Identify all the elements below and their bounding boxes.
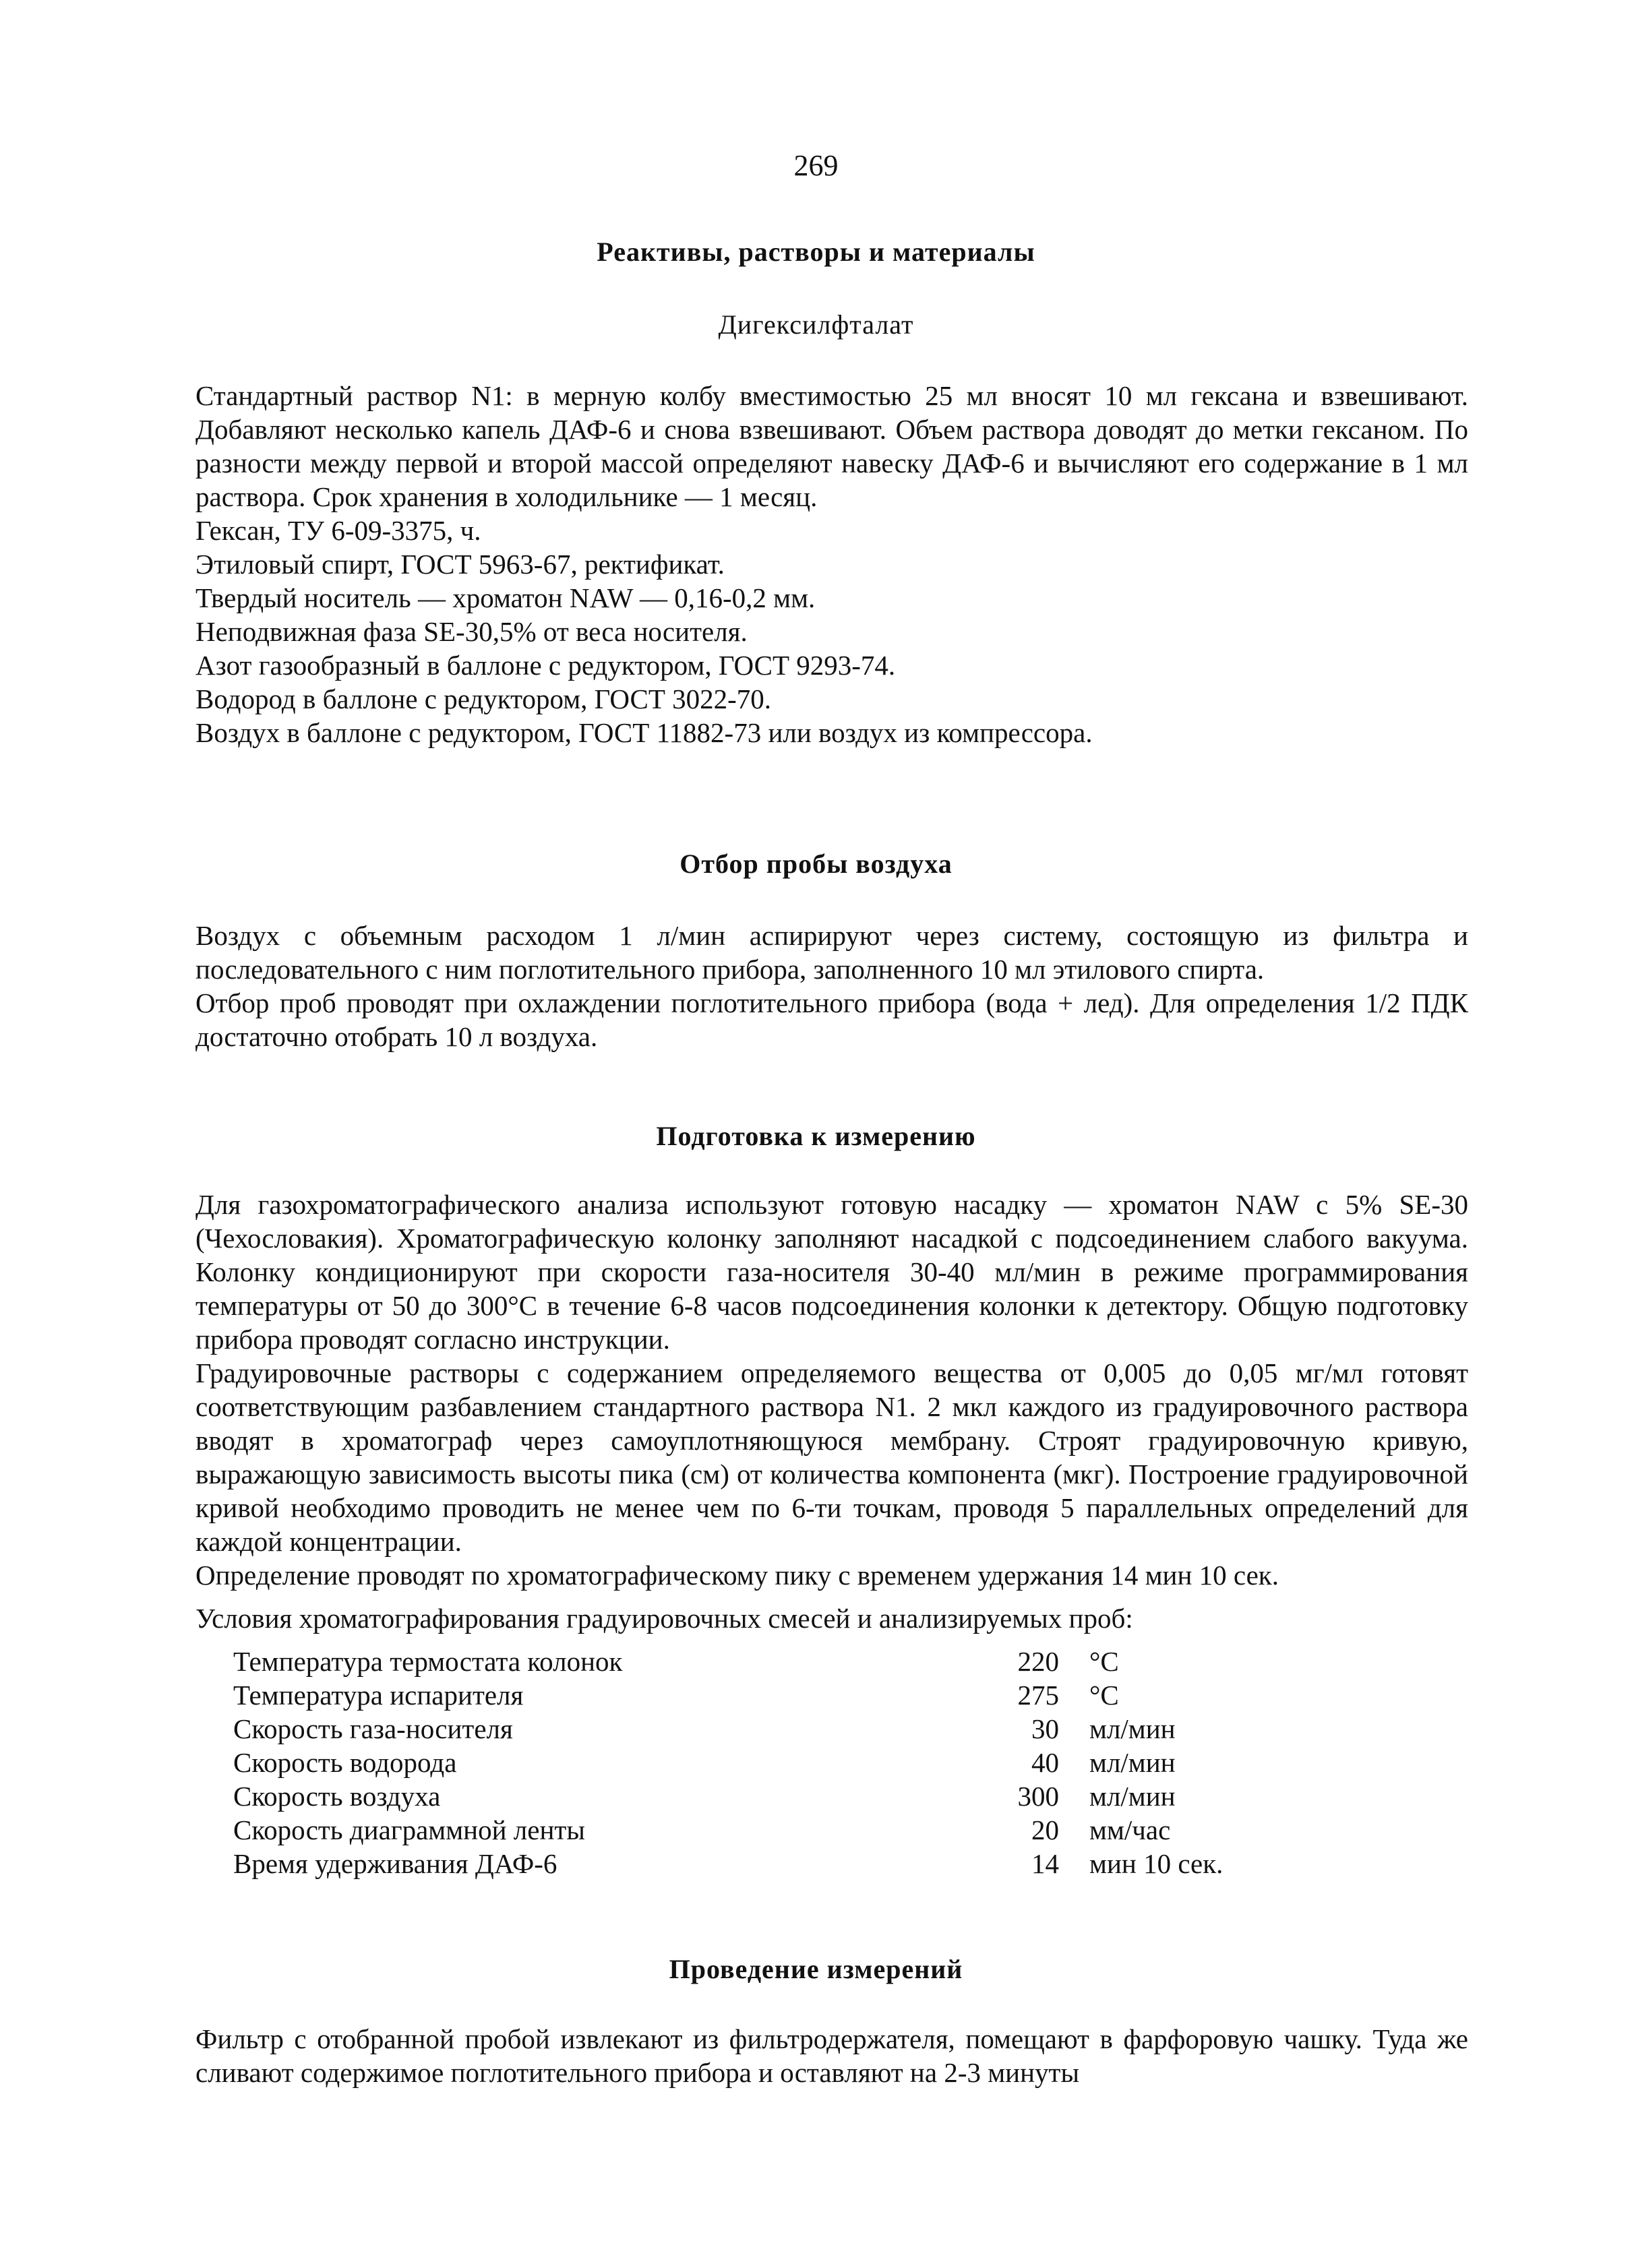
condition-unit: мин 10 сек. <box>1089 1848 1223 1879</box>
measurement-block <box>195 2022 1468 2089</box>
sampling-paragraph: Воздух с объемным расходом 1 л/мин аспирируют через систему, состоящую из фильтра и последовательного с ним поглотительного прибора, заполненного 10 мл этилового спирта. <box>195 920 1468 985</box>
condition-name: Время удерживания ДАФ-6 <box>233 1848 557 1879</box>
condition-unit: мл/мин <box>1089 1747 1176 1778</box>
table-row <box>233 1779 1292 1813</box>
condition-unit: мл/мин <box>1089 1781 1176 1812</box>
condition-unit: мм/час <box>1089 1814 1171 1845</box>
subtitle-substance: Дигексилфталат <box>718 309 914 340</box>
table-row <box>233 1813 1292 1847</box>
condition-unit: мл/мин <box>1089 1713 1176 1744</box>
condition-value: 14 <box>1031 1848 1059 1879</box>
condition-value: 220 <box>1017 1646 1059 1677</box>
section-title-measurement: Проведение измерений <box>669 1954 963 1984</box>
condition-value: 40 <box>1031 1747 1059 1778</box>
reagent-item: Твердый носитель — хроматон NAW — 0,16-0,2 мм. <box>195 582 816 613</box>
table-row <box>233 1746 1292 1779</box>
reagent-item: Водород в баллоне с редуктором, ГОСТ 3022-70. <box>195 683 772 714</box>
conditions-table <box>233 1645 1292 1880</box>
table-row <box>233 1712 1292 1746</box>
standard-solution-paragraph: Стандартный раствор N1: в мерную колбу вместимостью 25 мл вносят 10 мл гексана и взвешивают. Добавляют несколько капель ДАФ-6 и снова взвешивают. Объем раствора доводят до метки гексаном. По разности между первой и второй массой определяют навеску ДАФ-6 и вычисляют его содержание в 1 мл раствора. Срок хранения в холодильнике — 1 месяц. <box>195 380 1468 512</box>
table-row <box>233 1645 1292 1678</box>
table-row <box>233 1678 1292 1712</box>
reagent-item: Гексан, ТУ 6-09-3375, ч. <box>195 515 481 546</box>
condition-value: 275 <box>1017 1680 1059 1711</box>
section-title-reagents: Реактивы, растворы и материалы <box>597 237 1035 267</box>
reagent-item: Этиловый спирт, ГОСТ 5963-67, ректификат. <box>195 549 725 580</box>
preparation-paragraph: Градуировочные растворы с содержанием определяемого вещества от 0,005 до 0,05 мг/мл готовят соответствующим разбавлением стандартного раствора N1. 2 мкл каждого из градуировочного раствора вводят в хроматограф через самоуплотняющуюся мембрану. Строят градуировочную кривую, выражающую зависимость высоты пика (см) от количества компонента (мкг). Построение градуировочной кривой необходимо проводить не менее чем по 6-ти точкам, проводя 5 параллельных определений для каждой концентрации. <box>195 1357 1468 1557</box>
condition-value: 300 <box>1017 1781 1059 1812</box>
section-title-sampling: Отбор пробы воздуха <box>679 849 953 879</box>
table-row <box>233 1847 1292 1880</box>
measurement-paragraph: Фильтр с отобранной пробой извлекают из фильтродержателя, помещают в фарфоровую чашку. Туда же сливают содержимое поглотительного прибора и оставляют на 2-3 минуты <box>195 2023 1468 2088</box>
section-title-preparation: Подготовка к измерению <box>656 1121 976 1151</box>
condition-unit: °С <box>1089 1680 1119 1711</box>
preparation-block <box>195 1188 1468 1635</box>
page-number: 269 <box>793 149 839 182</box>
condition-name: Скорость газа-носителя <box>233 1713 513 1744</box>
sampling-block <box>195 919 1468 1053</box>
sampling-paragraph: Отбор проб проводят при охлаждении поглотительного прибора (вода + лед). Для определения 1/2 ПДК достаточно отобрать 10 л воздуха. <box>195 987 1468 1052</box>
reagent-item: Неподвижная фаза SE-30,5% от веса носителя. <box>195 616 748 647</box>
condition-name: Скорость диаграммной ленты <box>233 1814 585 1845</box>
condition-value: 30 <box>1031 1713 1059 1744</box>
preparation-paragraph: Условия хроматографирования градуировочных смесей и анализируемых проб: <box>195 1603 1133 1634</box>
reagent-item: Воздух в баллоне с редуктором, ГОСТ 11882-73 или воздух из компрессора. <box>195 717 1093 748</box>
preparation-paragraph: Для газохроматографического анализа используют готовую насадку — хроматон NAW с 5% SE-30 (Чехословакия). Хроматографическую колонку заполняют насадкой с подсоединением слабого вакуума. Колонку кондиционируют при скорости газа-носителя 30-40 мл/мин в режиме программирования температуры от 50 до 300°С в течение 6-8 часов подсоединения колонки к детектору. Общую подготовку прибора проводят согласно инструкции. <box>195 1189 1468 1355</box>
condition-unit: °С <box>1089 1646 1119 1677</box>
preparation-paragraph: Определение проводят по хроматографическому пику с временем удержания 14 мин 10 сек. <box>195 1560 1279 1591</box>
condition-name: Скорость воздуха <box>233 1781 441 1812</box>
condition-value: 20 <box>1031 1814 1059 1845</box>
condition-name: Температура испарителя <box>233 1680 524 1711</box>
condition-name: Скорость водорода <box>233 1747 457 1778</box>
reagent-item: Азот газообразный в баллоне с редуктором, ГОСТ 9293-74. <box>195 650 896 681</box>
condition-name: Температура термостата колонок <box>233 1646 623 1677</box>
reagents-block <box>195 379 1468 749</box>
